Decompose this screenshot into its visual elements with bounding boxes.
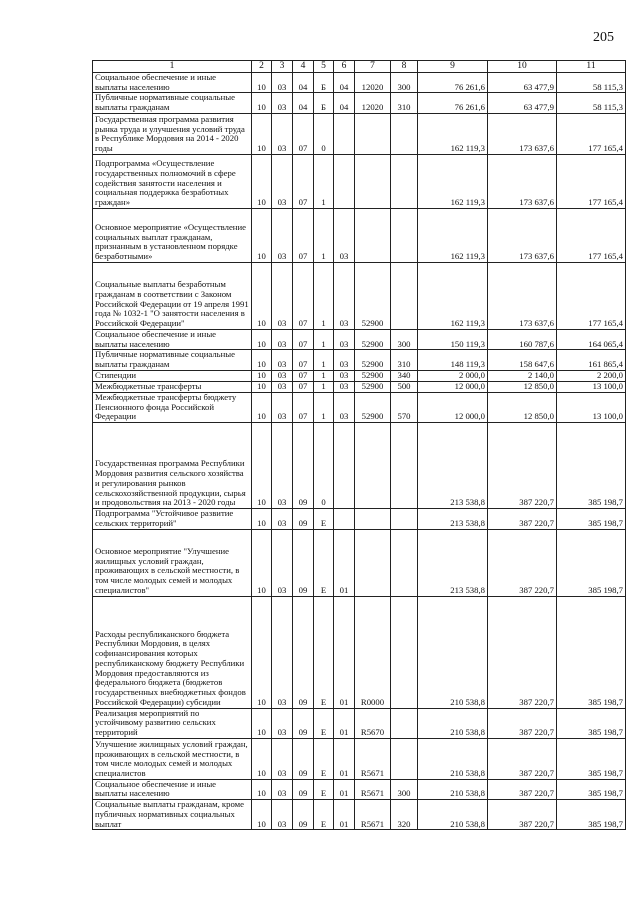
- table-row: [93, 329, 626, 349]
- code-cell: 1: [314, 392, 334, 422]
- table-row: [93, 381, 626, 392]
- amount-cell: 2 140,0: [488, 370, 557, 381]
- code-cell: 03: [272, 93, 293, 113]
- amount-cell: 162 119,3: [418, 208, 488, 262]
- code-cell: 10: [252, 208, 272, 262]
- code-cell: [355, 113, 391, 154]
- code-cell: 1: [314, 262, 334, 329]
- table-row: [93, 529, 626, 596]
- code-cell: 03: [272, 596, 293, 708]
- row-name-cell: Улучшение жилищных условий граждан, проживающих в сельской местности, в том числе молодых семей и молодых специалистов: [93, 738, 252, 779]
- code-cell: 01: [334, 800, 355, 830]
- amount-cell: 385 198,7: [557, 423, 626, 509]
- code-cell: 52900: [355, 370, 391, 381]
- code-cell: 310: [391, 93, 418, 113]
- code-cell: 10: [252, 381, 272, 392]
- row-name-cell: Межбюджетные трансферты: [93, 381, 252, 392]
- row-name-cell: Социальные выплаты гражданам, кроме публичных нормативных социальных выплат: [93, 800, 252, 830]
- code-cell: 07: [293, 262, 314, 329]
- amount-cell: 177 165,4: [557, 208, 626, 262]
- code-cell: Е: [314, 779, 334, 799]
- amount-cell: 387 220,7: [488, 529, 557, 596]
- header-row: [93, 61, 626, 73]
- code-cell: 10: [252, 800, 272, 830]
- amount-cell: 12 000,0: [418, 381, 488, 392]
- amount-cell: 385 198,7: [557, 708, 626, 738]
- code-cell: 03: [272, 329, 293, 349]
- code-cell: 10: [252, 708, 272, 738]
- code-cell: 10: [252, 509, 272, 529]
- code-cell: R0000: [355, 596, 391, 708]
- amount-cell: 12 850,0: [488, 392, 557, 422]
- amount-cell: 12 850,0: [488, 381, 557, 392]
- code-cell: 04: [293, 93, 314, 113]
- code-cell: 03: [272, 800, 293, 830]
- code-cell: 0: [314, 423, 334, 509]
- amount-cell: 387 220,7: [488, 596, 557, 708]
- code-cell: 07: [293, 113, 314, 154]
- amount-cell: 210 538,8: [418, 708, 488, 738]
- amount-cell: 213 538,8: [418, 529, 488, 596]
- row-name-cell: Социальное обеспечение и иные выплаты населению: [93, 73, 252, 93]
- table-body: [93, 73, 626, 830]
- code-cell: 09: [293, 509, 314, 529]
- code-cell: 10: [252, 329, 272, 349]
- code-cell: 09: [293, 423, 314, 509]
- amount-cell: 160 787,6: [488, 329, 557, 349]
- code-cell: Б: [314, 93, 334, 113]
- amount-cell: 385 198,7: [557, 529, 626, 596]
- code-cell: Е: [314, 708, 334, 738]
- budget-table: [92, 60, 626, 830]
- amount-cell: 210 538,8: [418, 800, 488, 830]
- code-cell: 340: [391, 370, 418, 381]
- row-name-cell: Межбюджетные трансферты бюджету Пенсионного фонда Российской Федерации: [93, 392, 252, 422]
- amount-cell: 177 165,4: [557, 262, 626, 329]
- code-cell: 07: [293, 329, 314, 349]
- code-cell: [355, 208, 391, 262]
- column-header: 6: [334, 61, 355, 73]
- code-cell: 10: [252, 596, 272, 708]
- table-row: [93, 113, 626, 154]
- row-name-cell: Реализация мероприятий по устойчивому развитию сельских территорий: [93, 708, 252, 738]
- code-cell: 07: [293, 392, 314, 422]
- amount-cell: 385 198,7: [557, 509, 626, 529]
- table-row: [93, 93, 626, 113]
- table-row: [93, 370, 626, 381]
- row-name-cell: Государственная программа Республики Мордовия развития сельского хозяйства и регулирования рынков сельскохозяйственной продукции, сырья и продовольствия на 2013 - 2020 годы: [93, 423, 252, 509]
- amount-cell: 12 000,0: [418, 392, 488, 422]
- table-row: [93, 509, 626, 529]
- code-cell: 1: [314, 329, 334, 349]
- code-cell: 01: [334, 596, 355, 708]
- amount-cell: 385 198,7: [557, 800, 626, 830]
- code-cell: R5671: [355, 800, 391, 830]
- amount-cell: 162 119,3: [418, 154, 488, 208]
- amount-cell: 76 261,6: [418, 73, 488, 93]
- code-cell: 03: [334, 392, 355, 422]
- code-cell: 52900: [355, 381, 391, 392]
- table-row: [93, 779, 626, 799]
- code-cell: 04: [334, 73, 355, 93]
- code-cell: 03: [272, 738, 293, 779]
- code-cell: 09: [293, 779, 314, 799]
- amount-cell: 173 637,6: [488, 208, 557, 262]
- code-cell: 52900: [355, 350, 391, 370]
- amount-cell: 162 119,3: [418, 262, 488, 329]
- code-cell: 320: [391, 800, 418, 830]
- code-cell: 07: [293, 381, 314, 392]
- code-cell: R5671: [355, 738, 391, 779]
- code-cell: [391, 154, 418, 208]
- table-row: [93, 392, 626, 422]
- code-cell: 07: [293, 154, 314, 208]
- code-cell: [391, 708, 418, 738]
- code-cell: 03: [272, 350, 293, 370]
- table-row: [93, 73, 626, 93]
- code-cell: 03: [272, 370, 293, 381]
- row-name-cell: Подпрограмма "Устойчивое развитие сельских территорий": [93, 509, 252, 529]
- code-cell: 0: [314, 113, 334, 154]
- amount-cell: 150 119,3: [418, 329, 488, 349]
- code-cell: 09: [293, 738, 314, 779]
- code-cell: [391, 738, 418, 779]
- code-cell: 300: [391, 779, 418, 799]
- amount-cell: 13 100,0: [557, 381, 626, 392]
- code-cell: 07: [293, 208, 314, 262]
- code-cell: 01: [334, 529, 355, 596]
- row-name-cell: Расходы республиканского бюджета Республики Мордовия, в целях софинансирования которых республиканскому бюджету Республики Мордовия предоставляются из федерального бюджета (бюджетов государственных внебюджетных фондов Российской Федерации) субсидии: [93, 596, 252, 708]
- code-cell: R5671: [355, 779, 391, 799]
- code-cell: 310: [391, 350, 418, 370]
- code-cell: [355, 509, 391, 529]
- column-header: 9: [418, 61, 488, 73]
- amount-cell: 385 198,7: [557, 596, 626, 708]
- code-cell: 03: [334, 262, 355, 329]
- code-cell: 500: [391, 381, 418, 392]
- code-cell: 09: [293, 529, 314, 596]
- code-cell: Е: [314, 738, 334, 779]
- amount-cell: 2 200,0: [557, 370, 626, 381]
- code-cell: 10: [252, 93, 272, 113]
- row-name-cell: Социальное обеспечение и иные выплаты населению: [93, 329, 252, 349]
- code-cell: 04: [293, 73, 314, 93]
- code-cell: 01: [334, 738, 355, 779]
- amount-cell: 63 477,9: [488, 93, 557, 113]
- column-header: 11: [557, 61, 626, 73]
- column-header: 10: [488, 61, 557, 73]
- code-cell: 300: [391, 329, 418, 349]
- code-cell: 03: [272, 423, 293, 509]
- amount-cell: 210 538,8: [418, 779, 488, 799]
- code-cell: [391, 509, 418, 529]
- amount-cell: 213 538,8: [418, 423, 488, 509]
- amount-cell: 385 198,7: [557, 779, 626, 799]
- code-cell: 03: [272, 208, 293, 262]
- table-row: [93, 262, 626, 329]
- code-cell: 09: [293, 800, 314, 830]
- amount-cell: 387 220,7: [488, 738, 557, 779]
- amount-cell: 385 198,7: [557, 738, 626, 779]
- code-cell: 10: [252, 113, 272, 154]
- amount-cell: 173 637,6: [488, 154, 557, 208]
- row-name-cell: Социальные выплаты безработным гражданам в соответствии с Законом Российской Федерации от 19 апреля 1991 года № 1032-1 "О занятости населения в Российской Федерации": [93, 262, 252, 329]
- code-cell: 10: [252, 370, 272, 381]
- amount-cell: 164 065,4: [557, 329, 626, 349]
- row-name-cell: Стипендии: [93, 370, 252, 381]
- row-name-cell: Публичные нормативные социальные выплаты гражданам: [93, 350, 252, 370]
- code-cell: 03: [272, 113, 293, 154]
- amount-cell: 2 000,0: [418, 370, 488, 381]
- code-cell: [355, 529, 391, 596]
- code-cell: 03: [272, 392, 293, 422]
- column-header: 4: [293, 61, 314, 73]
- code-cell: 1: [314, 208, 334, 262]
- code-cell: 1: [314, 350, 334, 370]
- row-name-cell: Основное мероприятие «Осуществление социальных выплат гражданам, признанным в установленном порядке безработными»: [93, 208, 252, 262]
- code-cell: 12020: [355, 73, 391, 93]
- table-row: [93, 596, 626, 708]
- amount-cell: 387 220,7: [488, 509, 557, 529]
- code-cell: 01: [334, 708, 355, 738]
- code-cell: R5670: [355, 708, 391, 738]
- code-cell: 570: [391, 392, 418, 422]
- code-cell: [391, 529, 418, 596]
- code-cell: [391, 113, 418, 154]
- code-cell: 12020: [355, 93, 391, 113]
- table-row: [93, 154, 626, 208]
- code-cell: 10: [252, 529, 272, 596]
- code-cell: 03: [272, 708, 293, 738]
- code-cell: 1: [314, 154, 334, 208]
- column-header: 2: [252, 61, 272, 73]
- code-cell: 07: [293, 350, 314, 370]
- column-header: 5: [314, 61, 334, 73]
- code-cell: 03: [334, 350, 355, 370]
- code-cell: Е: [314, 596, 334, 708]
- code-cell: 03: [272, 381, 293, 392]
- code-cell: 10: [252, 779, 272, 799]
- amount-cell: 177 165,4: [557, 154, 626, 208]
- amount-cell: 162 119,3: [418, 113, 488, 154]
- column-header: 3: [272, 61, 293, 73]
- row-name-cell: Публичные нормативные социальные выплаты гражданам: [93, 93, 252, 113]
- table-row: [93, 208, 626, 262]
- code-cell: [334, 509, 355, 529]
- code-cell: 03: [272, 154, 293, 208]
- code-cell: 10: [252, 350, 272, 370]
- code-cell: 03: [272, 262, 293, 329]
- amount-cell: 387 220,7: [488, 708, 557, 738]
- code-cell: 03: [334, 381, 355, 392]
- amount-cell: 387 220,7: [488, 423, 557, 509]
- table-row: [93, 350, 626, 370]
- code-cell: [391, 262, 418, 329]
- code-cell: Е: [314, 509, 334, 529]
- code-cell: 1: [314, 381, 334, 392]
- table-row: [93, 738, 626, 779]
- amount-cell: 173 637,6: [488, 262, 557, 329]
- amount-cell: 76 261,6: [418, 93, 488, 113]
- table-row: [93, 423, 626, 509]
- code-cell: [334, 113, 355, 154]
- amount-cell: 210 538,8: [418, 596, 488, 708]
- code-cell: 03: [272, 509, 293, 529]
- row-name-cell: Социальное обеспечение и иные выплаты населению: [93, 779, 252, 799]
- code-cell: 10: [252, 154, 272, 208]
- code-cell: 10: [252, 262, 272, 329]
- code-cell: 52900: [355, 392, 391, 422]
- amount-cell: 58 115,3: [557, 93, 626, 113]
- amount-cell: 173 637,6: [488, 113, 557, 154]
- code-cell: 03: [334, 208, 355, 262]
- table-row: [93, 708, 626, 738]
- code-cell: [391, 208, 418, 262]
- amount-cell: 387 220,7: [488, 779, 557, 799]
- amount-cell: 161 865,4: [557, 350, 626, 370]
- amount-cell: 13 100,0: [557, 392, 626, 422]
- code-cell: 03: [272, 529, 293, 596]
- page-number: 205: [593, 30, 614, 45]
- code-cell: 1: [314, 370, 334, 381]
- amount-cell: 63 477,9: [488, 73, 557, 93]
- code-cell: Б: [314, 73, 334, 93]
- code-cell: 03: [272, 779, 293, 799]
- code-cell: 10: [252, 392, 272, 422]
- code-cell: 09: [293, 596, 314, 708]
- code-cell: 09: [293, 708, 314, 738]
- code-cell: 03: [272, 73, 293, 93]
- row-name-cell: Подпрограмма «Осуществление государственных полномочий в сфере содействия занятости населения и социальная поддержка безработных граждан»: [93, 154, 252, 208]
- code-cell: Е: [314, 529, 334, 596]
- amount-cell: 158 647,6: [488, 350, 557, 370]
- column-header: 8: [391, 61, 418, 73]
- code-cell: [391, 596, 418, 708]
- code-cell: [355, 423, 391, 509]
- code-cell: [334, 154, 355, 208]
- code-cell: [355, 154, 391, 208]
- amount-cell: 210 538,8: [418, 738, 488, 779]
- amount-cell: 148 119,3: [418, 350, 488, 370]
- row-name-cell: Государственная программа развития рынка труда и улучшения условий труда в Республике Мордовия на 2014 - 2020 годы: [93, 113, 252, 154]
- code-cell: 10: [252, 73, 272, 93]
- amount-cell: 177 165,4: [557, 113, 626, 154]
- code-cell: [391, 423, 418, 509]
- amount-cell: 213 538,8: [418, 509, 488, 529]
- code-cell: 04: [334, 93, 355, 113]
- row-name-cell: Основное мероприятие "Улучшение жилищных условий граждан, проживающих в сельской местности, в том числе молодых семей и молодых специалистов": [93, 529, 252, 596]
- code-cell: Е: [314, 800, 334, 830]
- code-cell: [334, 423, 355, 509]
- code-cell: 03: [334, 329, 355, 349]
- amount-cell: 387 220,7: [488, 800, 557, 830]
- table-row: [93, 800, 626, 830]
- code-cell: 01: [334, 779, 355, 799]
- code-cell: 52900: [355, 329, 391, 349]
- code-cell: 52900: [355, 262, 391, 329]
- amount-cell: 58 115,3: [557, 73, 626, 93]
- code-cell: 07: [293, 370, 314, 381]
- code-cell: 300: [391, 73, 418, 93]
- code-cell: 10: [252, 738, 272, 779]
- column-header: 7: [355, 61, 391, 73]
- column-header: 1: [93, 61, 252, 73]
- code-cell: 10: [252, 423, 272, 509]
- code-cell: 03: [334, 370, 355, 381]
